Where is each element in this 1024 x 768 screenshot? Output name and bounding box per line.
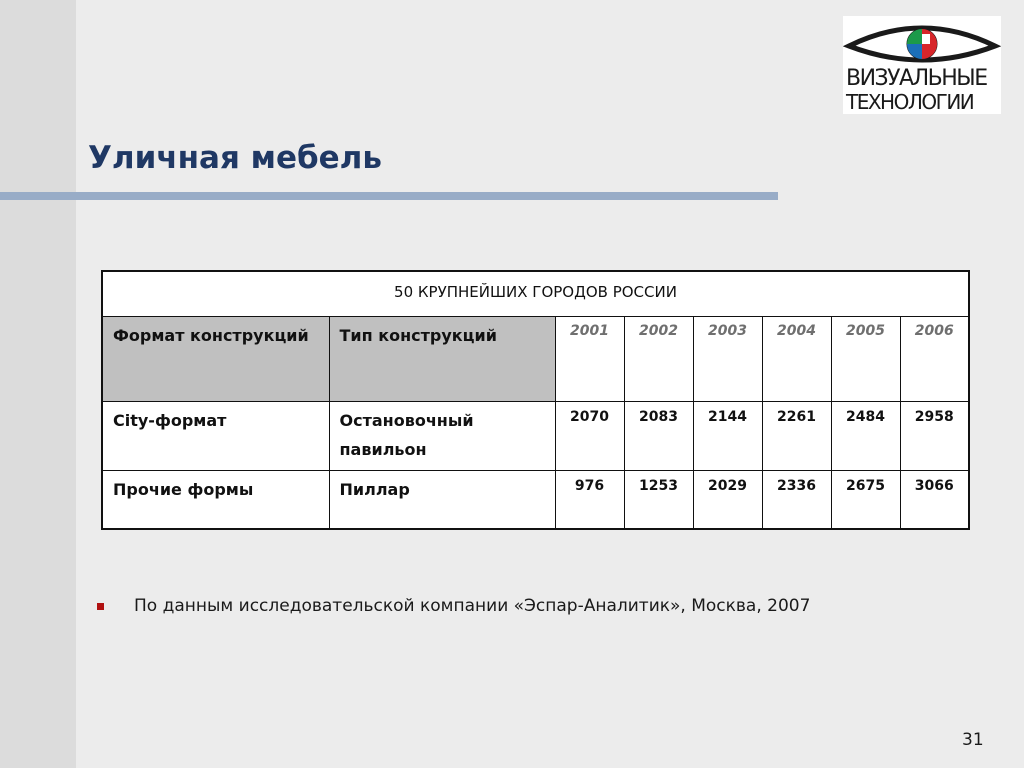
row-value: 2083 <box>624 402 693 471</box>
table-row <box>102 471 969 530</box>
title-underline <box>0 192 778 200</box>
left-band <box>0 0 76 768</box>
row-value: 3066 <box>900 471 969 530</box>
logo-line-1: ВИЗУАЛЬНЫЕ <box>846 66 987 91</box>
row-value: 2958 <box>900 402 969 471</box>
header-type: Тип конструкций <box>329 317 555 402</box>
row-value: 2070 <box>555 402 624 471</box>
row-type: Остановочный павильон <box>329 402 555 471</box>
row-value: 1253 <box>624 471 693 530</box>
row-value: 2675 <box>831 471 900 530</box>
cities-table <box>101 270 970 530</box>
header-year: 2001 <box>555 317 624 402</box>
row-value: 2261 <box>762 402 831 471</box>
row-value: 2336 <box>762 471 831 530</box>
table-caption: 50 КРУПНЕЙШИХ ГОРОДОВ РОССИИ <box>102 271 969 317</box>
header-year: 2006 <box>900 317 969 402</box>
row-format: City-формат <box>102 402 329 471</box>
row-value: 2484 <box>831 402 900 471</box>
slide-title: Уличная мебель <box>88 140 382 176</box>
logo-line-2: ТЕХНОЛОГИИ <box>846 90 974 114</box>
row-value: 976 <box>555 471 624 530</box>
bullet-square-icon <box>97 603 104 610</box>
row-value: 2029 <box>693 471 762 530</box>
table-row <box>102 402 969 471</box>
page-number: 31 <box>962 730 984 750</box>
header-year: 2004 <box>762 317 831 402</box>
row-type: Пиллар <box>329 471 555 530</box>
header-year: 2002 <box>624 317 693 402</box>
row-value: 2144 <box>693 402 762 471</box>
header-year: 2003 <box>693 317 762 402</box>
source-note: По данным исследовательской компании «Эспар-Аналитик», Москва, 2007 <box>134 596 811 616</box>
company-logo <box>843 16 1001 114</box>
table-header-row <box>102 317 969 402</box>
row-format: Прочие формы <box>102 471 329 530</box>
header-year: 2005 <box>831 317 900 402</box>
header-format: Формат конструкций <box>102 317 329 402</box>
